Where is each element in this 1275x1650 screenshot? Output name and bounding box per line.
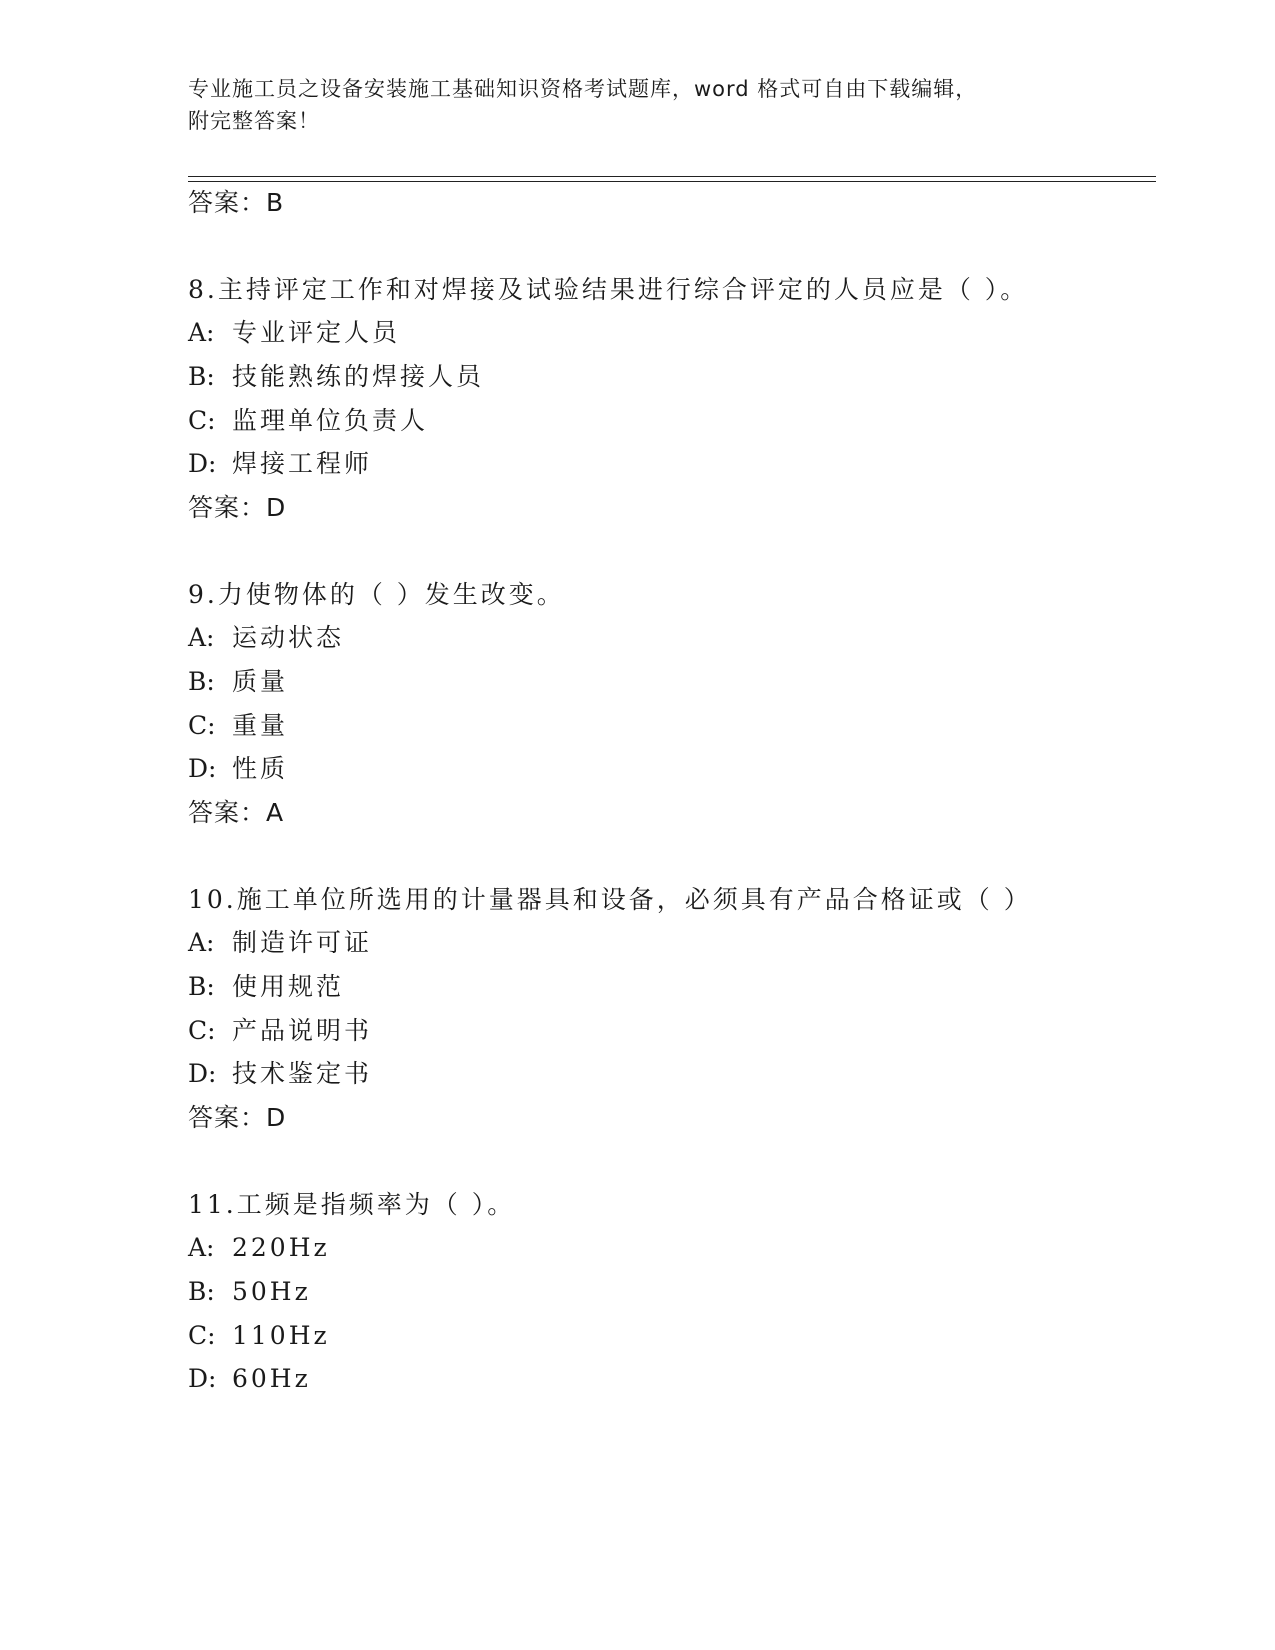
option-letter: C: — [188, 406, 216, 435]
option-letter: C: — [188, 711, 216, 740]
question-9-option-b — [188, 667, 288, 697]
question-11-option-d — [188, 1364, 311, 1394]
question-11-option-a — [188, 1233, 330, 1263]
question-10-option-a — [188, 928, 372, 958]
option-letter: B: — [188, 1277, 215, 1306]
answer-question-8: 答案：D — [188, 493, 287, 522]
option-text: 产品说明书 — [232, 1016, 373, 1045]
question-11-text: 11.工频是指频率为（ ）。 — [188, 1190, 516, 1219]
header-divider-bottom — [188, 181, 1156, 182]
question-8-option-d — [188, 449, 372, 479]
option-text: 性质 — [232, 754, 289, 783]
option-letter: B: — [188, 972, 215, 1001]
option-letter: A: — [188, 1233, 215, 1262]
question-8-option-b — [188, 362, 484, 392]
option-letter: D: — [188, 754, 217, 783]
question-8-option-c — [188, 406, 428, 436]
option-letter: D: — [188, 1059, 217, 1088]
option-text: 监理单位负责人 — [232, 406, 429, 435]
header-line-2: 附完整答案！ — [188, 109, 320, 133]
option-text: 专业评定人员 — [232, 318, 401, 347]
question-10-option-c — [188, 1016, 372, 1046]
option-text: 60Hz — [232, 1364, 311, 1393]
option-text: 运动状态 — [232, 623, 345, 652]
option-text: 220Hz — [232, 1233, 330, 1262]
question-9-option-c — [188, 711, 288, 741]
header-divider-top — [188, 176, 1156, 177]
option-letter: B: — [188, 362, 215, 391]
option-text: 50Hz — [232, 1277, 311, 1306]
question-9-option-d — [188, 754, 288, 784]
question-9-option-a — [188, 623, 344, 653]
option-text: 使用规范 — [232, 972, 345, 1001]
answer-question-9: 答案：A — [188, 798, 285, 827]
option-letter: C: — [188, 1321, 216, 1350]
question-10-text: 10.施工单位所选用的计量器具和设备，必须具有产品合格证或（ ） — [188, 885, 1032, 914]
option-letter: B: — [188, 667, 215, 696]
option-letter: D: — [188, 1364, 217, 1393]
option-letter: A: — [188, 318, 215, 347]
question-9-text: 9.力使物体的（ ）发生改变。 — [188, 580, 565, 609]
answer-previous: 答案：B — [188, 188, 285, 217]
header-line-1: 专业施工员之设备安装施工基础知识资格考试题库，word 格式可自由下载编辑， — [188, 77, 978, 101]
question-10-option-b — [188, 972, 344, 1002]
option-letter: C: — [188, 1016, 216, 1045]
option-letter: A: — [188, 928, 215, 957]
option-text: 技能熟练的焊接人员 — [232, 362, 485, 391]
option-letter: D: — [188, 449, 217, 478]
document-header — [188, 73, 1068, 137]
option-text: 技术鉴定书 — [232, 1059, 373, 1088]
answer-question-10: 答案：D — [188, 1103, 287, 1132]
option-letter: A: — [188, 623, 215, 652]
option-text: 110Hz — [232, 1321, 330, 1350]
question-11-option-c — [188, 1321, 330, 1351]
option-text: 重量 — [232, 711, 289, 740]
option-text: 焊接工程师 — [232, 449, 373, 478]
question-11-option-b — [188, 1277, 311, 1307]
question-8-option-a — [188, 318, 400, 348]
option-text: 制造许可证 — [232, 928, 373, 957]
question-8-text: 8.主持评定工作和对焊接及试验结果进行综合评定的人员应是（ ）。 — [188, 275, 1029, 304]
question-10-option-d — [188, 1059, 372, 1089]
option-text: 质量 — [232, 667, 289, 696]
